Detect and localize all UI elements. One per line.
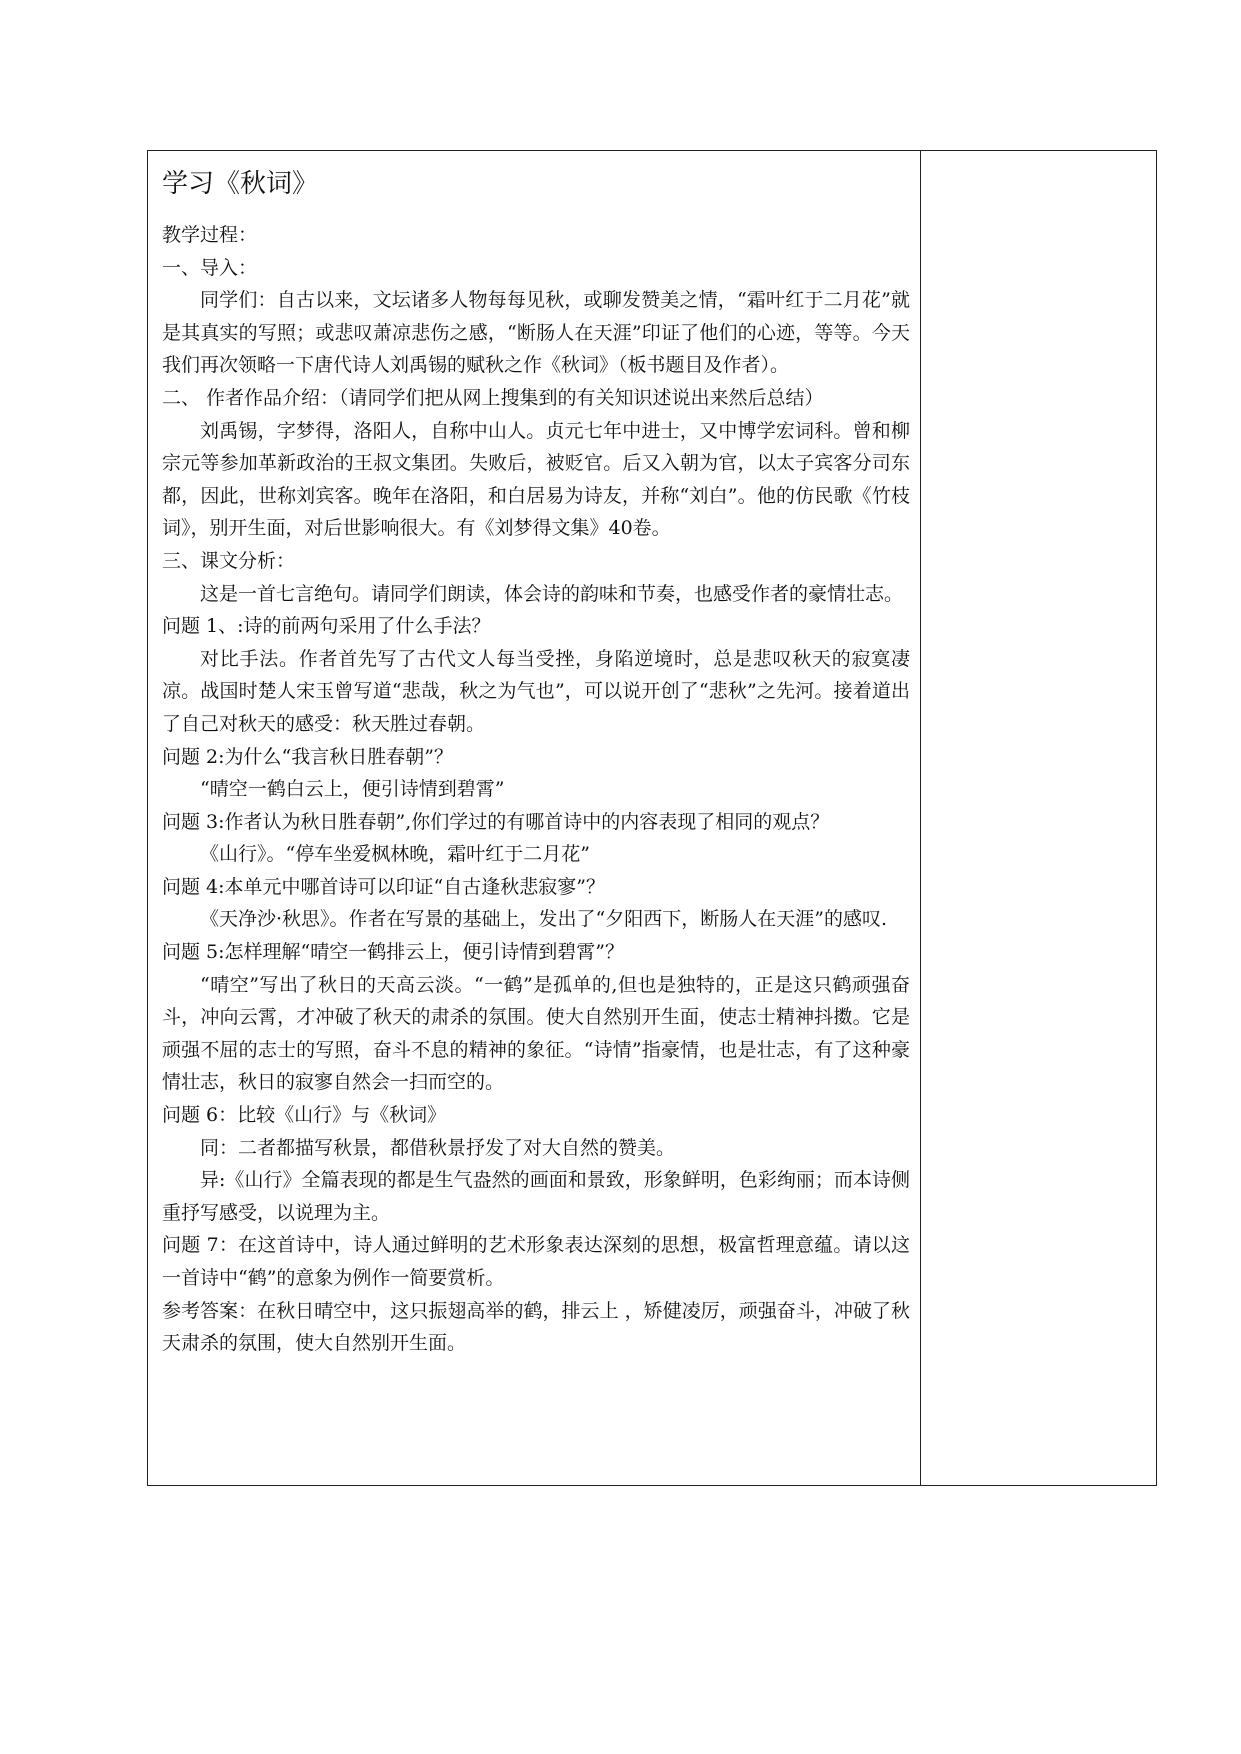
paragraph: “晴空一鹤白云上，便引诗情到碧霄” bbox=[200, 778, 505, 801]
paragraph: 《天净沙·秋思》。作者在写景的基础上，发出了“夕阳西下，断肠人在天涯”的感叹. bbox=[200, 908, 888, 931]
notes-cell bbox=[921, 151, 1156, 1485]
paragraph: 刘禹锡，字梦得，洛阳人，自称中山人。贞元七年中进士，又中博学宏词科。曾和柳宗元等参加革新政治的王叔文集团。失败后，被贬官。后又入朝为官，以太子宾客分司东都，因此，世称刘宾客。晚年在洛阳，和白居易为诗友，并称“刘白”。他的仿民歌《竹枝词》，别开生面，对后世影响很大。有《刘梦得文集》40卷。 bbox=[162, 419, 910, 540]
document-title: 学习《秋词》 bbox=[162, 169, 319, 199]
paragraph: 参考答案：在秋日晴空中，这只振翅高举的鹤，排云上 ，矫健凌厉，顽强奋斗，冲破了秋天肃杀的氛围，使大自然别开生面。 bbox=[162, 1299, 910, 1355]
paragraph: 教学过程： bbox=[162, 224, 258, 246]
paragraph: 问题 5:怎样理解“晴空一鹤排云上，便引诗情到碧霄”？ bbox=[162, 941, 624, 964]
paragraph: “晴空”写出了秋日的天高云淡。“一鹤”是孤单的,但也是独特的，正是这只鹤顽强奋斗，冲向云霄，才冲破了秋天的肃杀的氛围。使大自然别开生面，使志士精神抖擞。它是顽强不屈的志士的写照，奋斗不息的精神的象征。“诗情”指豪情，也是壮志，有了这种豪情壮志，秋日的寂寥自然会一扫而空的。 bbox=[162, 973, 910, 1094]
paragraph: 三、课文分析： bbox=[162, 549, 296, 572]
paragraph: 同：二者都描写秋景，都借秋景抒发了对大自然的赞美。 bbox=[200, 1136, 676, 1159]
paragraph: 对比手法。作者首先写了古代文人每当受挫，身陷逆境时，总是悲叹秋天的寂寞凄凉。战国时楚人宋玉曾写道“悲哉，秋之为气也”，可以说开创了“悲秋”之先河。接着道出了自己对秋天的感受：秋天胜过春朝。 bbox=[162, 647, 910, 735]
paragraph: 异:《山行》全篇表现的都是生气盎然的画面和景致，形象鲜明，色彩绚丽；而本诗侧重抒写感受，以说理为主。 bbox=[162, 1169, 910, 1224]
lesson-content-cell bbox=[148, 151, 921, 1485]
lesson-table bbox=[147, 150, 1157, 1486]
paragraph: 问题 1、:诗的前两句采用了什么手法？ bbox=[162, 615, 491, 638]
paragraph: 同学们：自古以来，文坛诸多人物每每见秋，或聊发赞美之情，“霜叶红于二月花”就是其真实的写照；或悲叹萧凉悲伤之感，“断肠人在天涯”印证了他们的心迹，等等。今天我们再次领略一下唐代诗人刘禹锡的赋秋之作《秋词》（板书题目及作者）。 bbox=[162, 289, 910, 377]
paragraph: 《山行》。“停车坐爱枫林晚，霜叶红于二月花” bbox=[200, 843, 590, 866]
paragraph: 二、 作者作品介绍：（请同学们把从网上搜集到的有关知识述说出来然后总结） bbox=[162, 386, 824, 409]
paragraph: 一、导入： bbox=[162, 256, 258, 279]
paragraph: 这是一首七言绝句。请同学们朗读，体会诗的韵味和节奏，也感受作者的豪情壮志。 bbox=[200, 582, 904, 605]
paragraph: 问题 3:作者认为秋日胜春朝”,你们学过的有哪首诗中的内容表现了相同的观点？ bbox=[162, 810, 830, 833]
paragraph: 问题 6：比较《山行》与《秋词》 bbox=[162, 1104, 447, 1127]
paragraph: 问题 2:为什么“我言秋日胜春朝”？ bbox=[162, 745, 453, 768]
paragraph: 问题 4:本单元中哪首诗可以印证“自古逢秋悲寂寥”？ bbox=[162, 875, 605, 898]
paragraph: 问题 7：在这首诗中，诗人通过鲜明的艺术形象表达深刻的思想，极富哲理意蕴。请以这一首诗中“鹤”的意象为例作一简要赏析。 bbox=[162, 1234, 910, 1289]
lesson-body bbox=[162, 219, 910, 1360]
